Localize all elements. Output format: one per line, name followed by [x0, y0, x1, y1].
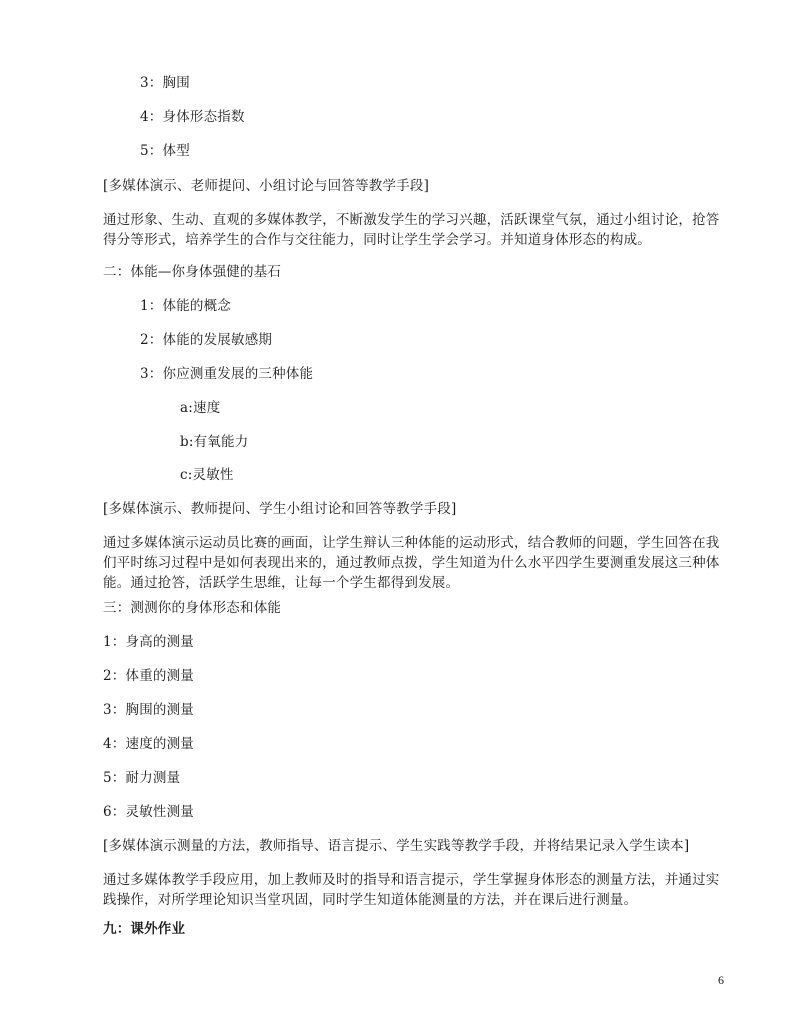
list-item: 2：体能的发展敏感期 [140, 332, 273, 348]
list-item: 4：速度的测量 [103, 736, 194, 752]
list-item: 3：胸围 [140, 75, 190, 91]
paragraph-text: 通过多媒体教学手段应用，加上教师及时的指导和语言提示，学生掌握身体形态的测量方法，并通过实践操作，对所学理论知识当堂巩固，同时学生知道体能测量的方法，并在课后进行测量。 [103, 872, 720, 908]
teaching-method-note: [多媒体演示、教师提问、学生小组讨论和回答等教学手段] [103, 501, 457, 517]
list-item: 3：你应测重发展的三种体能 [140, 366, 314, 382]
list-item: 1：身高的测量 [103, 634, 194, 650]
paragraph-text: 通过形象、生动、直观的多媒体教学，不断激发学生的学习兴趣，活跃课堂气氛，通过小组讨论，抢答得分等形式，培养学生的合作与交往能力，同时让学生学会学习。并知道身体形态的构成。 [103, 212, 720, 248]
section-heading: 二：体能—你身体强健的基石 [103, 264, 282, 280]
list-item: 3：胸围的测量 [103, 702, 194, 718]
list-item: 2：体重的测量 [103, 668, 194, 684]
teaching-method-note: [多媒体演示测量的方法，教师指导、语言提示、学生实践等教学手段，并将结果记录入学生读本] [103, 838, 690, 854]
list-item: 1：体能的概念 [140, 298, 231, 314]
section-heading-bold: 九：课外作业 [103, 921, 186, 937]
list-item: 5：体型 [140, 143, 190, 159]
paragraph [103, 210, 727, 250]
sub-list-item: b:有氧能力 [180, 434, 249, 450]
list-item: 4：身体形态指数 [140, 109, 245, 125]
page-number: 6 [718, 973, 724, 987]
section-heading: 三：测测你的身体形态和体能 [103, 600, 282, 616]
paragraph-text: 通过多媒体演示运动员比赛的画面，让学生辩认三种体能的运动形式，结合教师的问题，学生回答在我们平时练习过程中是如何表现出来的，通过教师点拨，学生知道为什么水平四学生要测重发展这三种体能。通过抢答，活跃学生思维，让每一个学生都得到发展。 [103, 535, 720, 591]
paragraph [103, 870, 727, 910]
sub-list-item: a:速度 [180, 400, 221, 416]
teaching-method-note: [多媒体演示、老师提问、小组讨论与回答等教学手段] [103, 178, 430, 194]
sub-list-item: c:灵敏性 [180, 467, 234, 483]
paragraph [103, 533, 727, 593]
list-item: 5：耐力测量 [103, 770, 181, 786]
list-item: 6：灵敏性测量 [103, 804, 194, 820]
